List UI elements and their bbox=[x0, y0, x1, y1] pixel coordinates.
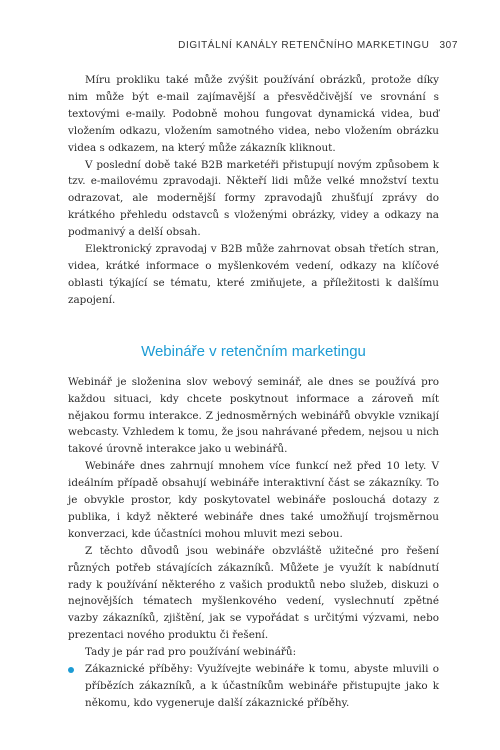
paragraph: Webináře dnes zahrnují mnohem více funkcí než před 10 lety. V ideálním případě obsahují webináře interaktivní část se zákazníky. To je obvykle prostor, kdy poskytovatel webináře poslouchá dotazy z publika, i když některé webináře dnes také umožňují trojsměrnou konverzaci, kde účastníci mohou mluvit mezi sebou. bbox=[68, 460, 439, 540]
list-item-text: Zákaznické příběhy: Využívejte webináře k tomu, abyste mluvili o příbězích zákazníků, a k účastníkům webináře přistupujte jako k někomu, kdo vygeneruje další zákaznické příběhy. bbox=[85, 663, 439, 709]
section-heading: Webináře v retenčním marketingu bbox=[141, 342, 366, 360]
paragraph: Z těchto důvodů jsou webináře obzvláště užitečné pro řešení různých potřeb stávajících zákazníků. Můžete je využít k nabídnutí rady k používání některého z vašich produktů nebo služeb, diskuzi o nejnovějších tématech myšlenkového vedení, vyslechnutí zpětné vazby zákazníků, zjištění, jak se vypořádat s určitými výzvami, nebo prezentaci nového produktu či řešení. bbox=[68, 544, 439, 642]
paragraph: Webinář je složenina slov webový seminář, ale dnes se používá pro každou situaci, kdy chcete poskytnout informace a zároveň mít nějakou formu interakce. Z jednosměrných webinářů obvykle vznikají webcasty. Vzhledem k tomu, že jsou nahrávané předem, nejsou u nich takové úrovně interakce jako u webinářů. bbox=[68, 375, 439, 456]
bullet-icon bbox=[68, 667, 74, 673]
list-item bbox=[68, 661, 439, 712]
page-number: 307 bbox=[439, 40, 458, 51]
paragraph: Tady je pár rad pro používání webinářů: bbox=[85, 646, 297, 659]
paragraph: Míru prokliku také může zvýšit používání obrázků, protože díky nim může být e-mail zajímavější a přesvědčivější ve srovnání s textovými e-maily. Podobně mohou fungovat dynamická videa, buď vložením odkazu, vložením samotného videa, nebo vložením obrázku videa s odkazem, na který může zákazník kliknout. bbox=[68, 74, 439, 154]
bullet-list bbox=[68, 661, 439, 712]
paragraph: Elektronický zpravodaj v B2B může zahrnovat obsah třetích stran, videa, krátké informace o myšlenkovém vedení, odkazy na klíčové oblasti týkající se tématu, které zmiňujete, a příležitosti k dalšímu zapojení. bbox=[68, 243, 439, 306]
paragraph: V poslední době také B2B marketéři přistupují novým způsobem k tzv. e-mailovému zpravodaji. Někteří lidi může velké množství textu odrazovat, ale modernější formy zpravodajů zhušťují zprávy do krátkého přehledu odstavců s vloženými obrázky, videy a odkazy na podmanivý a delší obsah. bbox=[68, 158, 439, 239]
running-title: DIGITÁLNÍ KANÁLY RETENČNÍHO MARKETINGU bbox=[178, 40, 430, 51]
body-text bbox=[68, 72, 439, 712]
running-head bbox=[178, 40, 458, 51]
